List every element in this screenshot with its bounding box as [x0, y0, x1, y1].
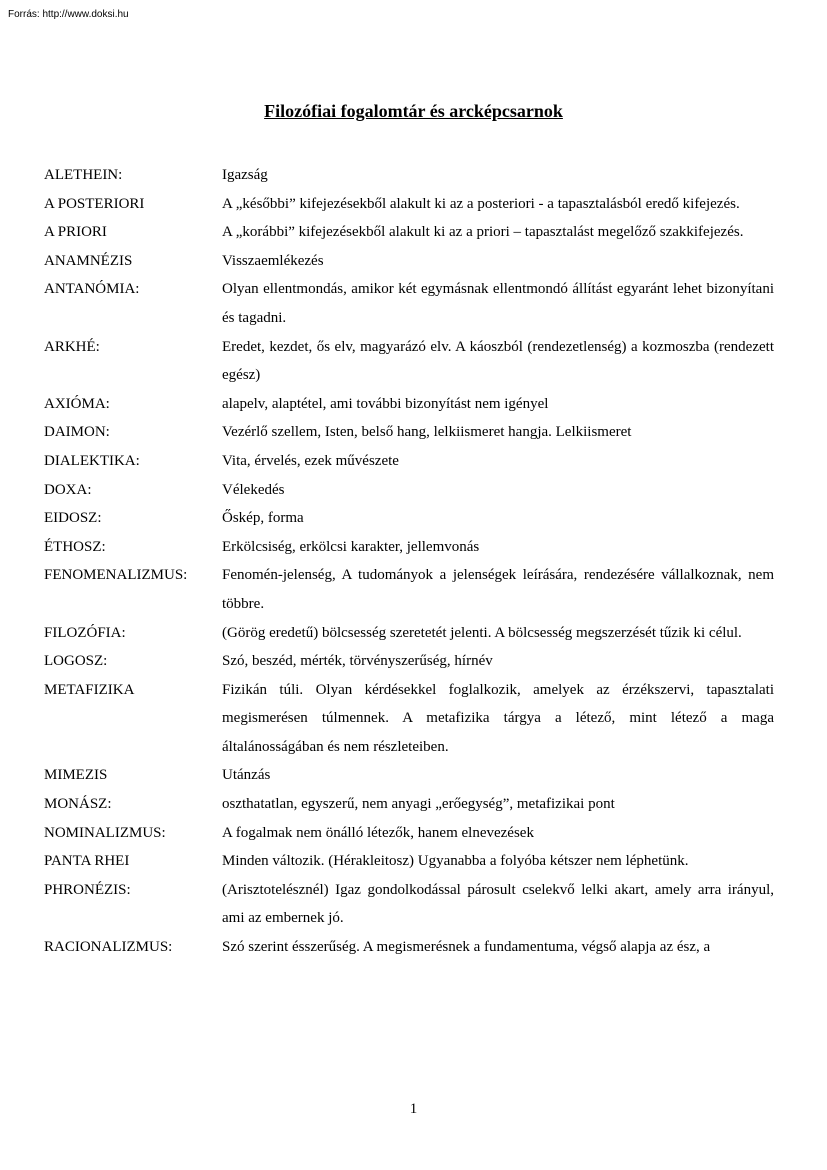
glossary-term: EIDOSZ:: [44, 510, 102, 527]
glossary-term: DAIMON:: [44, 424, 110, 441]
glossary-definition: Minden változik. (Hérakleitosz) Ugyanabba a folyóba kétszer nem léphetünk.: [222, 853, 689, 870]
glossary-definition: oszthatatlan, egyszerű, nem anyagi „erőegység”, metafizikai pont: [222, 796, 615, 813]
glossary-term: ÉTHOSZ:: [44, 538, 106, 555]
glossary-definition: Eredet, kezdet, ős elv, magyarázó elv. A káoszból (rendezetlenség) a kozmoszba (rendezett egész): [222, 338, 774, 384]
glossary-entry: [44, 161, 774, 190]
page-number: 1: [409, 1101, 418, 1117]
glossary-term: PANTA RHEI: [44, 853, 130, 870]
glossary-term: ALETHEIN:: [44, 167, 123, 183]
glossary-term: LOGOSZ:: [44, 653, 108, 670]
glossary-definition: Őskép, forma: [222, 510, 304, 527]
glossary-definition: Visszaemlékezés: [222, 252, 324, 269]
glossary-definition: Szó szerint ésszerűség. A megismerésnek a fundamentuma, végső alapja az ész, a: [222, 939, 711, 956]
glossary-entry: [44, 761, 774, 790]
page-title: Filozófiai fogalomtár és arcképcsarnok: [264, 101, 563, 121]
glossary-definition: Szó, beszéd, mérték, törvényszerűség, hírnév: [222, 653, 493, 670]
glossary-list: [44, 161, 774, 962]
glossary-term: AXIÓMA:: [44, 395, 110, 412]
glossary-entry: [44, 790, 774, 819]
glossary-entry: [44, 418, 774, 447]
glossary-definition: Erkölcsiség, erkölcsi karakter, jellemvonás: [222, 538, 480, 555]
glossary-entry: [44, 676, 774, 762]
glossary-entry: [44, 933, 774, 962]
glossary-entry: [44, 647, 774, 676]
glossary-definition: (Arisztotelésznél) Igaz gondolkodással párosult cselekvő lelki akart, amely arra irányul, ami az embernek jó.: [222, 881, 774, 927]
glossary-term: MONÁSZ:: [44, 796, 112, 813]
glossary-entry: [44, 476, 774, 505]
glossary-entry: [44, 247, 774, 276]
glossary-entry: [44, 876, 774, 933]
glossary-term: NOMINALIZMUS:: [44, 824, 166, 841]
glossary-term: DOXA:: [44, 481, 92, 498]
glossary-definition: Olyan ellentmondás, amikor két egymásnak ellentmondó állítást egyaránt lehet bizonyítani és tagadni.: [222, 281, 774, 326]
glossary-definition: Fizikán túli. Olyan kérdésekkel foglalkozik, amelyek az érzékszervi, tapasztalati megismerésen túlmennek. A metafizika tárgya a létező, mint létező a maga általánosságában és nem részleteiben.: [222, 681, 774, 755]
source-note: Forrás: http://www.doksi.hu: [8, 9, 129, 20]
glossary-entry: [44, 333, 774, 390]
glossary-term: A POSTERIORI: [44, 195, 145, 212]
glossary-entry: [44, 533, 774, 562]
glossary-term: MIMEZIS: [44, 767, 108, 784]
glossary-term: ANAMNÉZIS: [44, 252, 133, 269]
glossary-definition: Igazság: [222, 167, 268, 183]
glossary-definition: alapelv, alaptétel, ami további bizonyítást nem igényel: [222, 395, 549, 412]
glossary-entry: [44, 847, 774, 876]
glossary-term: RACIONALIZMUS:: [44, 939, 173, 956]
glossary-entry: [44, 218, 774, 247]
glossary-definition: A „későbbi” kifejezésekből alakult ki az a posteriori - a tapasztalásból eredő kifejezés.: [222, 195, 740, 212]
glossary-term: ANTANÓMIA:: [44, 281, 140, 298]
glossary-term: ARKHÉ:: [44, 338, 100, 355]
glossary-definition: A „korábbi” kifejezésekből alakult ki az a priori – tapasztalást megelőző szakkifejezés.: [222, 224, 744, 241]
glossary-term: FILOZÓFIA:: [44, 624, 126, 641]
glossary-entry: [44, 504, 774, 533]
glossary-definition: Vélekedés: [222, 481, 285, 498]
glossary-definition: A fogalmak nem önálló létezők, hanem elnevezések: [222, 824, 534, 841]
glossary-definition: Vita, érvelés, ezek művészete: [222, 452, 399, 469]
glossary-entry: [44, 619, 774, 648]
glossary-definition: Fenomén-jelenség, A tudományok a jelenségek leírására, rendezésére vállalkoznak, nem többre.: [222, 567, 774, 612]
glossary-term: A PRIORI: [44, 224, 107, 241]
glossary-term: DIALEKTIKA:: [44, 452, 140, 469]
glossary-entry: [44, 561, 774, 618]
glossary-definition: (Görög eredetű) bölcsesség szeretetét jelenti. A bölcsesség megszerzését tűzik ki célul.: [222, 624, 742, 641]
glossary-entry: [44, 190, 774, 219]
glossary-definition: Utánzás: [222, 767, 271, 784]
glossary-definition: Vezérlő szellem, Isten, belső hang, lelkiismeret hangja. Lelkiismeret: [222, 424, 632, 441]
glossary-entry: [44, 390, 774, 419]
glossary-entry: [44, 447, 774, 476]
glossary-term: PHRONÉZIS:: [44, 881, 131, 898]
glossary-entry: [44, 819, 774, 848]
glossary-entry: [44, 275, 774, 332]
glossary-term: FENOMENALIZMUS:: [44, 567, 188, 584]
glossary-term: METAFIZIKA: [44, 681, 135, 698]
